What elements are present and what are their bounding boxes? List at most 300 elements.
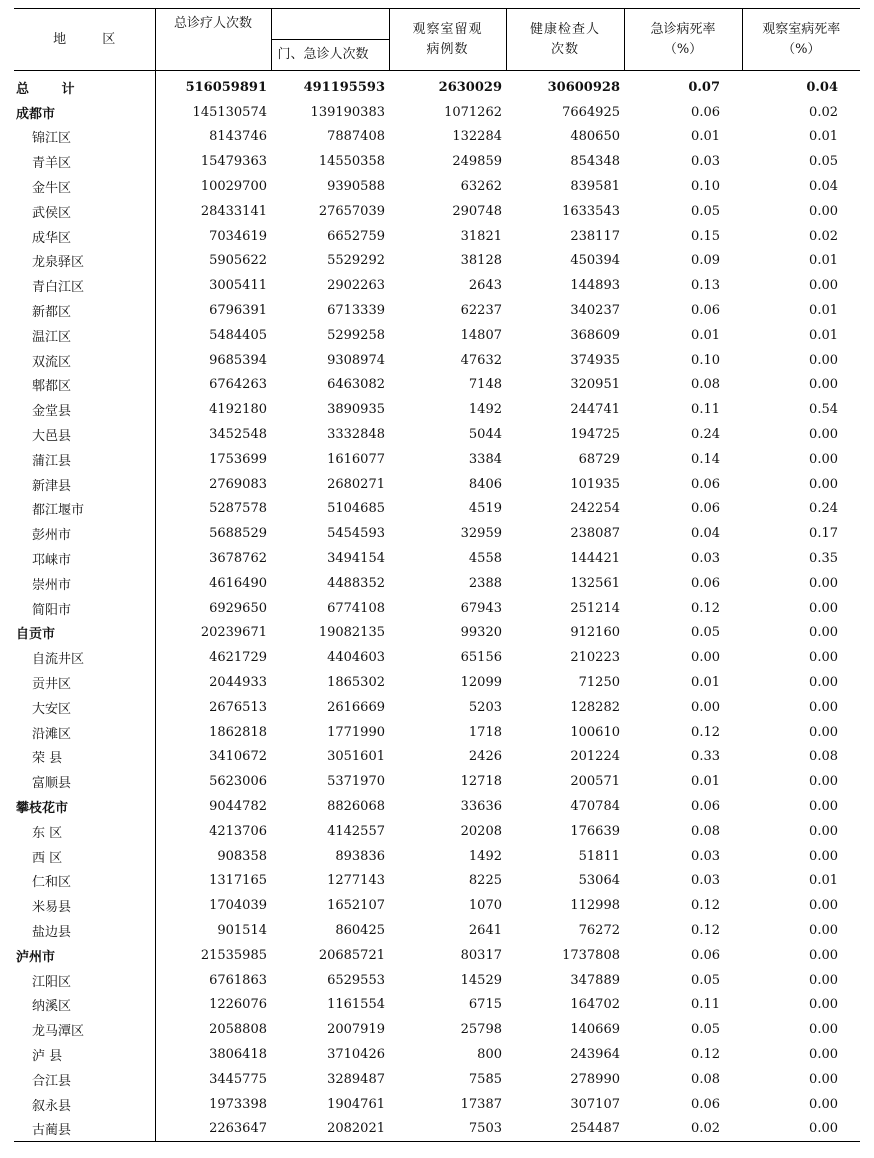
total-visits-cell: 6764263 [209,377,267,393]
emergency-death-rate-cell: 0.03 [691,848,720,864]
observation-death-rate-cell: 0.54 [809,402,838,418]
table-row [14,943,860,968]
emergency-visits-cell: 1277143 [327,873,385,889]
emergency-death-rate-cell: 0.08 [691,377,720,393]
region-name-cell: 蒲江县 [14,447,155,472]
header-health-check-text: 健康检查人次数 [530,21,601,57]
total-visits-cell: 9044782 [209,799,267,814]
total-visits-cell: 1704039 [209,898,267,914]
observation-death-rate-cell: 0.00 [809,600,838,616]
emergency-visits-cell: 5371970 [327,774,385,790]
observation-death-rate-cell: 0.00 [809,203,838,219]
region-name-cell: 锦江区 [14,125,155,150]
observation-death-rate-cell: 0.35 [809,551,838,567]
health-check-cell: 450394 [570,253,620,269]
total-visits-cell: 20239671 [200,625,267,641]
emergency-visits-cell: 139190383 [310,104,385,120]
total-visits-cell: 5287578 [209,501,267,517]
emergency-visits-cell: 6652759 [327,228,385,244]
region-name-cell: 叙永县 [14,1092,155,1117]
emergency-visits-cell: 893836 [335,848,385,864]
total-visits-cell: 4616490 [209,575,267,591]
observation-cell: 12718 [460,774,502,790]
region-name-cell: 温江区 [14,323,155,348]
table-row [14,1116,860,1141]
table-row [14,720,860,745]
total-visits-cell: 4192180 [209,402,267,418]
observation-death-rate-cell: 0.00 [809,774,838,790]
observation-cell: 99320 [460,625,502,641]
observation-death-rate-cell: 0.01 [809,303,838,319]
region-name-cell: 郫都区 [14,373,155,398]
observation-death-rate-cell: 0.00 [809,650,838,666]
emergency-death-rate-cell: 0.15 [691,228,720,244]
table-row [14,323,860,348]
emergency-visits-cell: 6713339 [327,303,385,319]
total-visits-cell: 1973398 [209,1096,267,1112]
observation-death-rate-cell: 0.00 [809,352,838,368]
emergency-death-rate-cell: 0.00 [691,699,720,715]
health-check-cell: 912160 [570,625,620,641]
observation-death-rate-cell: 0.00 [809,278,838,294]
table-row [14,869,860,894]
table-row [14,992,860,1017]
emergency-visits-cell: 1652107 [327,898,385,914]
table-row [14,794,860,819]
total-visits-cell: 5905622 [209,253,267,269]
health-check-cell: 164702 [570,997,620,1013]
observation-death-rate-cell: 0.01 [809,873,838,889]
health-check-cell: 68729 [578,451,620,467]
observation-death-rate-cell: 0.00 [742,1116,860,1141]
header-health-check [506,9,624,71]
region-name-cell: 泸 县 [14,1042,155,1067]
observation-cell: 5044 [468,427,502,443]
health-check-cell: 238117 [570,228,620,244]
emergency-death-rate-cell: 0.09 [691,253,720,269]
health-check-cell: 201224 [570,749,620,765]
total-visits-cell: 516059891 [185,79,267,95]
observation-death-rate-cell: 0.00 [809,799,838,814]
emergency-death-rate-cell: 0.12 [691,600,720,616]
table-row [14,819,860,844]
emergency-death-rate-cell: 0.12 [691,1046,720,1062]
header-emergency-death-rate-label: 急诊病死率 [650,21,716,37]
observation-death-rate-cell: 0.00 [809,724,838,740]
table-row [14,968,860,993]
total-visits-cell: 6929650 [209,600,267,616]
table-row [14,670,860,695]
emergency-visits-cell: 2007919 [327,1022,385,1038]
region-name-cell: 合江县 [14,1067,155,1092]
emergency-death-rate-cell: 0.08 [691,823,720,839]
header-observation-text: 观察室留观病例数 [412,21,483,57]
table-header [14,9,860,71]
region-name-cell: 双流区 [14,348,155,373]
emergency-visits-cell: 4488352 [327,575,385,591]
region-name-cell: 大邑县 [14,422,155,447]
emergency-visits-cell: 5529292 [327,253,385,269]
emergency-visits-cell: 6774108 [327,600,385,616]
health-check-cell: 210223 [570,650,620,666]
total-visits-cell: 5688529 [209,526,267,542]
health-check-cell: 374935 [570,352,620,368]
health-check-cell: 71250 [578,675,620,691]
table-row [14,645,860,670]
emergency-visits-cell: 14550358 [318,154,385,170]
total-visits-cell: 145130574 [192,104,267,120]
health-check-cell: 30600928 [547,79,620,95]
statistics-sheet [14,8,860,1142]
observation-cell: 67943 [460,600,502,616]
observation-cell: 290748 [452,203,502,219]
health-check-cell: 176639 [570,823,620,839]
emergency-visits-cell: 2616669 [327,699,385,715]
total-visits-cell: 6796391 [209,303,267,319]
table-row [14,71,860,100]
total-visits-cell: 7034619 [209,228,267,244]
emergency-death-rate-cell: 0.13 [691,278,720,294]
emergency-visits-cell: 3289487 [327,1071,385,1087]
observation-cell: 2643 [468,278,502,294]
table-row [14,769,860,794]
observation-cell: 5203 [468,699,502,715]
emergency-death-rate-cell: 0.08 [691,1071,720,1087]
table-row [14,125,860,150]
header-emergency-death-rate [624,9,742,71]
observation-cell: 32959 [460,526,502,542]
health-check-cell: 194725 [570,427,620,443]
region-name-cell: 西 区 [14,844,155,869]
observation-cell: 800 [477,1046,502,1062]
total-visits-cell: 908358 [217,848,267,864]
region-name-cell: 纳溪区 [14,992,155,1017]
total-visits-cell: 2058808 [209,1022,267,1038]
observation-death-rate-cell: 0.02 [809,104,838,120]
region-name-cell: 都江堰市 [14,497,155,522]
region-name-cell: 总 计 [14,71,155,100]
total-visits-cell: 10029700 [200,179,267,195]
emergency-visits-cell: 20685721 [318,947,385,963]
observation-cell: 17387 [460,1096,502,1112]
table-row [14,373,860,398]
health-check-cell: 254487 [506,1116,624,1141]
observation-death-rate-cell: 0.00 [809,898,838,914]
emergency-death-rate-cell: 0.01 [691,675,720,691]
table-row [14,571,860,596]
emergency-death-rate-cell: 0.00 [691,650,720,666]
health-check-cell: 839581 [570,179,620,195]
observation-cell: 4519 [468,501,502,517]
total-visits-cell: 2769083 [209,476,267,492]
health-check-cell: 307107 [570,1096,620,1112]
region-name-cell: 自流井区 [14,645,155,670]
emergency-death-rate-cell: 0.06 [691,1096,720,1112]
observation-cell: 2641 [468,922,502,938]
observation-cell: 65156 [460,650,502,666]
region-name-cell: 新都区 [14,298,155,323]
total-visits-cell: 3005411 [209,278,267,294]
emergency-visits-cell: 8826068 [327,799,385,814]
header-emergency-death-rate-unit: （%） [663,41,703,57]
table-row [14,546,860,571]
total-visits-cell: 3678762 [209,551,267,567]
emergency-visits-cell: 860425 [335,922,385,938]
observation-death-rate-cell: 0.00 [809,476,838,492]
table-row [14,249,860,274]
observation-death-rate-cell: 0.00 [809,427,838,443]
table-row [14,1092,860,1117]
table-row [14,745,860,770]
table-row [14,149,860,174]
total-visits-cell: 901514 [217,922,267,938]
observation-cell: 33636 [460,799,502,814]
region-name-cell: 青白江区 [14,273,155,298]
emergency-death-rate-cell: 0.11 [691,997,720,1013]
emergency-death-rate-cell: 0.12 [691,922,720,938]
table-row [14,596,860,621]
table-row [14,224,860,249]
emergency-visits-cell: 1161554 [327,997,385,1013]
table-row [14,695,860,720]
table-row [14,298,860,323]
observation-death-rate-cell: 0.00 [809,699,838,715]
observation-death-rate-cell: 0.00 [809,848,838,864]
emergency-visits-cell: 4404603 [327,650,385,666]
table-body [14,71,860,1142]
observation-cell: 31821 [460,228,502,244]
observation-cell: 25798 [460,1022,502,1038]
region-name-cell: 盐边县 [14,918,155,943]
emergency-visits-cell: 4142557 [327,823,385,839]
observation-cell: 20208 [460,823,502,839]
total-visits-cell: 15479363 [200,154,267,170]
table-row [14,621,860,646]
emergency-visits-cell: 7887408 [327,129,385,145]
emergency-visits-cell: 27657039 [318,203,385,219]
observation-death-rate-cell: 0.00 [809,922,838,938]
total-visits-cell: 4213706 [209,823,267,839]
health-check-cell: 53064 [578,873,620,889]
total-visits-cell: 3806418 [209,1046,267,1062]
health-check-cell: 243964 [570,1046,620,1062]
region-name-cell: 简阳市 [14,596,155,621]
table-row [14,1067,860,1092]
emergency-visits-cell: 491195593 [303,79,385,95]
health-check-cell: 854348 [570,154,620,170]
observation-cell: 1070 [468,898,502,914]
emergency-death-rate-cell: 0.06 [691,476,720,492]
observation-cell: 14529 [460,972,502,988]
observation-death-rate-cell: 0.04 [809,179,838,195]
total-visits-cell: 1862818 [209,724,267,740]
health-check-cell: 1633543 [562,203,620,219]
observation-cell: 7585 [468,1071,502,1087]
emergency-death-rate-cell: 0.10 [691,352,720,368]
table-row [14,174,860,199]
observation-cell: 1492 [468,402,502,418]
observation-death-rate-cell: 0.04 [806,79,838,95]
health-check-cell: 128282 [570,699,620,715]
observation-death-rate-cell: 0.00 [809,675,838,691]
emergency-death-rate-cell: 0.06 [691,947,720,963]
table-row [14,100,860,125]
table-row [14,199,860,224]
total-visits-cell: 6761863 [209,972,267,988]
emergency-visits-cell: 5104685 [327,501,385,517]
total-visits-cell: 9685394 [209,352,267,368]
table-row [14,521,860,546]
emergency-death-rate-cell: 0.02 [624,1116,742,1141]
emergency-death-rate-cell: 0.06 [691,501,720,517]
health-check-cell: 132561 [570,575,620,591]
observation-cell: 1492 [468,848,502,864]
health-check-cell: 140669 [570,1022,620,1038]
emergency-death-rate-cell: 0.05 [691,1022,720,1038]
emergency-death-rate-cell: 0.07 [688,79,720,95]
emergency-visits-cell: 9308974 [327,352,385,368]
emergency-death-rate-cell: 0.06 [691,104,720,120]
emergency-death-rate-cell: 0.01 [691,327,720,343]
emergency-death-rate-cell: 0.06 [691,799,720,814]
total-visits-cell: 1317165 [209,873,267,889]
emergency-visits-cell: 2902263 [327,278,385,294]
observation-death-rate-cell: 0.02 [809,228,838,244]
total-visits-cell: 1226076 [209,997,267,1013]
region-name-cell: 邛崃市 [14,546,155,571]
emergency-death-rate-cell: 0.12 [691,724,720,740]
observation-cell: 38128 [460,253,502,269]
table-row [14,273,860,298]
emergency-visits-cell: 1865302 [327,675,385,691]
health-check-cell: 101935 [570,476,620,492]
region-name-cell: 沿滩区 [14,720,155,745]
observation-death-rate-cell: 0.00 [809,1046,838,1062]
table-row [14,447,860,472]
emergency-visits-cell: 3332848 [327,427,385,443]
region-name-cell: 荣 县 [14,745,155,770]
table-row [14,422,860,447]
observation-cell: 2388 [468,575,502,591]
emergency-visits-cell: 6529553 [327,972,385,988]
emergency-visits-cell: 5454593 [327,526,385,542]
emergency-death-rate-cell: 0.05 [691,625,720,641]
observation-death-rate-cell: 0.00 [809,947,838,963]
observation-cell: 7148 [468,377,502,393]
observation-death-rate-cell: 0.01 [809,129,838,145]
region-name-cell: 崇州市 [14,571,155,596]
emergency-death-rate-cell: 0.11 [691,402,720,418]
health-check-cell: 7664925 [562,104,620,120]
observation-death-rate-cell: 0.00 [809,997,838,1013]
region-name-cell: 泸州市 [14,943,155,968]
health-check-cell: 242254 [570,501,620,517]
observation-cell: 47632 [460,352,502,368]
total-visits-cell: 5484405 [209,327,267,343]
health-check-cell: 244741 [570,402,620,418]
table-row [14,397,860,422]
emergency-death-rate-cell: 0.03 [691,551,720,567]
header-total-visits: 总诊疗人次数 [155,9,271,40]
health-check-cell: 278990 [570,1071,620,1087]
header-observation-death-rate-unit: （%） [782,41,821,57]
region-name-cell: 米易县 [14,893,155,918]
region-name-cell: 古蔺县 [14,1116,155,1141]
total-visits-cell: 2263647 [155,1116,271,1141]
emergency-death-rate-cell: 0.33 [691,749,720,765]
region-name-cell: 金牛区 [14,174,155,199]
observation-death-rate-cell: 0.05 [809,154,838,170]
health-check-cell: 200571 [570,774,620,790]
observation-death-rate-cell: 0.08 [809,749,838,765]
observation-death-rate-cell: 0.00 [809,1022,838,1038]
header-emergency-visits: 门、急诊人次数 [271,40,389,71]
region-name-cell: 龙泉驿区 [14,249,155,274]
region-name-cell: 新津县 [14,472,155,497]
observation-death-rate-cell: 0.00 [809,1096,838,1112]
table-row [14,348,860,373]
total-visits-cell: 28433141 [200,203,267,219]
total-visits-cell: 3452548 [209,427,267,443]
emergency-death-rate-cell: 0.06 [691,303,720,319]
emergency-death-rate-cell: 0.24 [691,427,720,443]
emergency-death-rate-cell: 0.03 [691,873,720,889]
emergency-death-rate-cell: 0.05 [691,203,720,219]
emergency-visits-cell: 2680271 [327,476,385,492]
region-name-cell: 大安区 [14,695,155,720]
region-name-cell: 自贡市 [14,621,155,646]
region-name-cell: 武侯区 [14,199,155,224]
observation-death-rate-cell: 0.01 [809,327,838,343]
health-check-cell: 100610 [570,724,620,740]
observation-cell: 7503 [389,1116,506,1141]
emergency-death-rate-cell: 0.04 [691,526,720,542]
health-check-cell: 51811 [578,848,620,864]
observation-death-rate-cell: 0.00 [809,823,838,839]
observation-cell: 6715 [468,997,502,1013]
total-visits-cell: 1753699 [209,451,267,467]
region-name-cell: 龙马潭区 [14,1017,155,1042]
observation-death-rate-cell: 0.17 [809,526,838,542]
observation-death-rate-cell: 0.00 [809,625,838,641]
total-visits-cell: 4621729 [209,650,267,666]
total-visits-cell: 3445775 [209,1071,267,1087]
observation-death-rate-cell: 0.00 [809,377,838,393]
emergency-death-rate-cell: 0.10 [691,179,720,195]
emergency-visits-cell: 3710426 [327,1046,385,1062]
health-check-cell: 144893 [570,278,620,294]
total-visits-cell: 21535985 [200,947,267,963]
table-row [14,472,860,497]
observation-death-rate-cell: 0.00 [809,575,838,591]
header-observation-death-rate-label: 观察室病死率 [762,21,841,37]
observation-cell: 1718 [468,724,502,740]
emergency-visits-cell: 3890935 [327,402,385,418]
observation-cell: 12099 [460,675,502,691]
health-check-cell: 368609 [570,327,620,343]
total-visits-cell: 5623006 [209,774,267,790]
emergency-visits-cell: 1904761 [327,1096,385,1112]
observation-cell: 249859 [452,154,502,170]
health-check-cell: 347889 [570,972,620,988]
region-name-cell: 富顺县 [14,769,155,794]
observation-cell: 1071262 [444,104,502,120]
observation-cell: 132284 [452,129,502,145]
region-name-cell: 彭州市 [14,521,155,546]
total-visits-cell: 8143746 [209,129,267,145]
emergency-death-rate-cell: 0.03 [691,154,720,170]
observation-death-rate-cell: 0.24 [809,501,838,517]
